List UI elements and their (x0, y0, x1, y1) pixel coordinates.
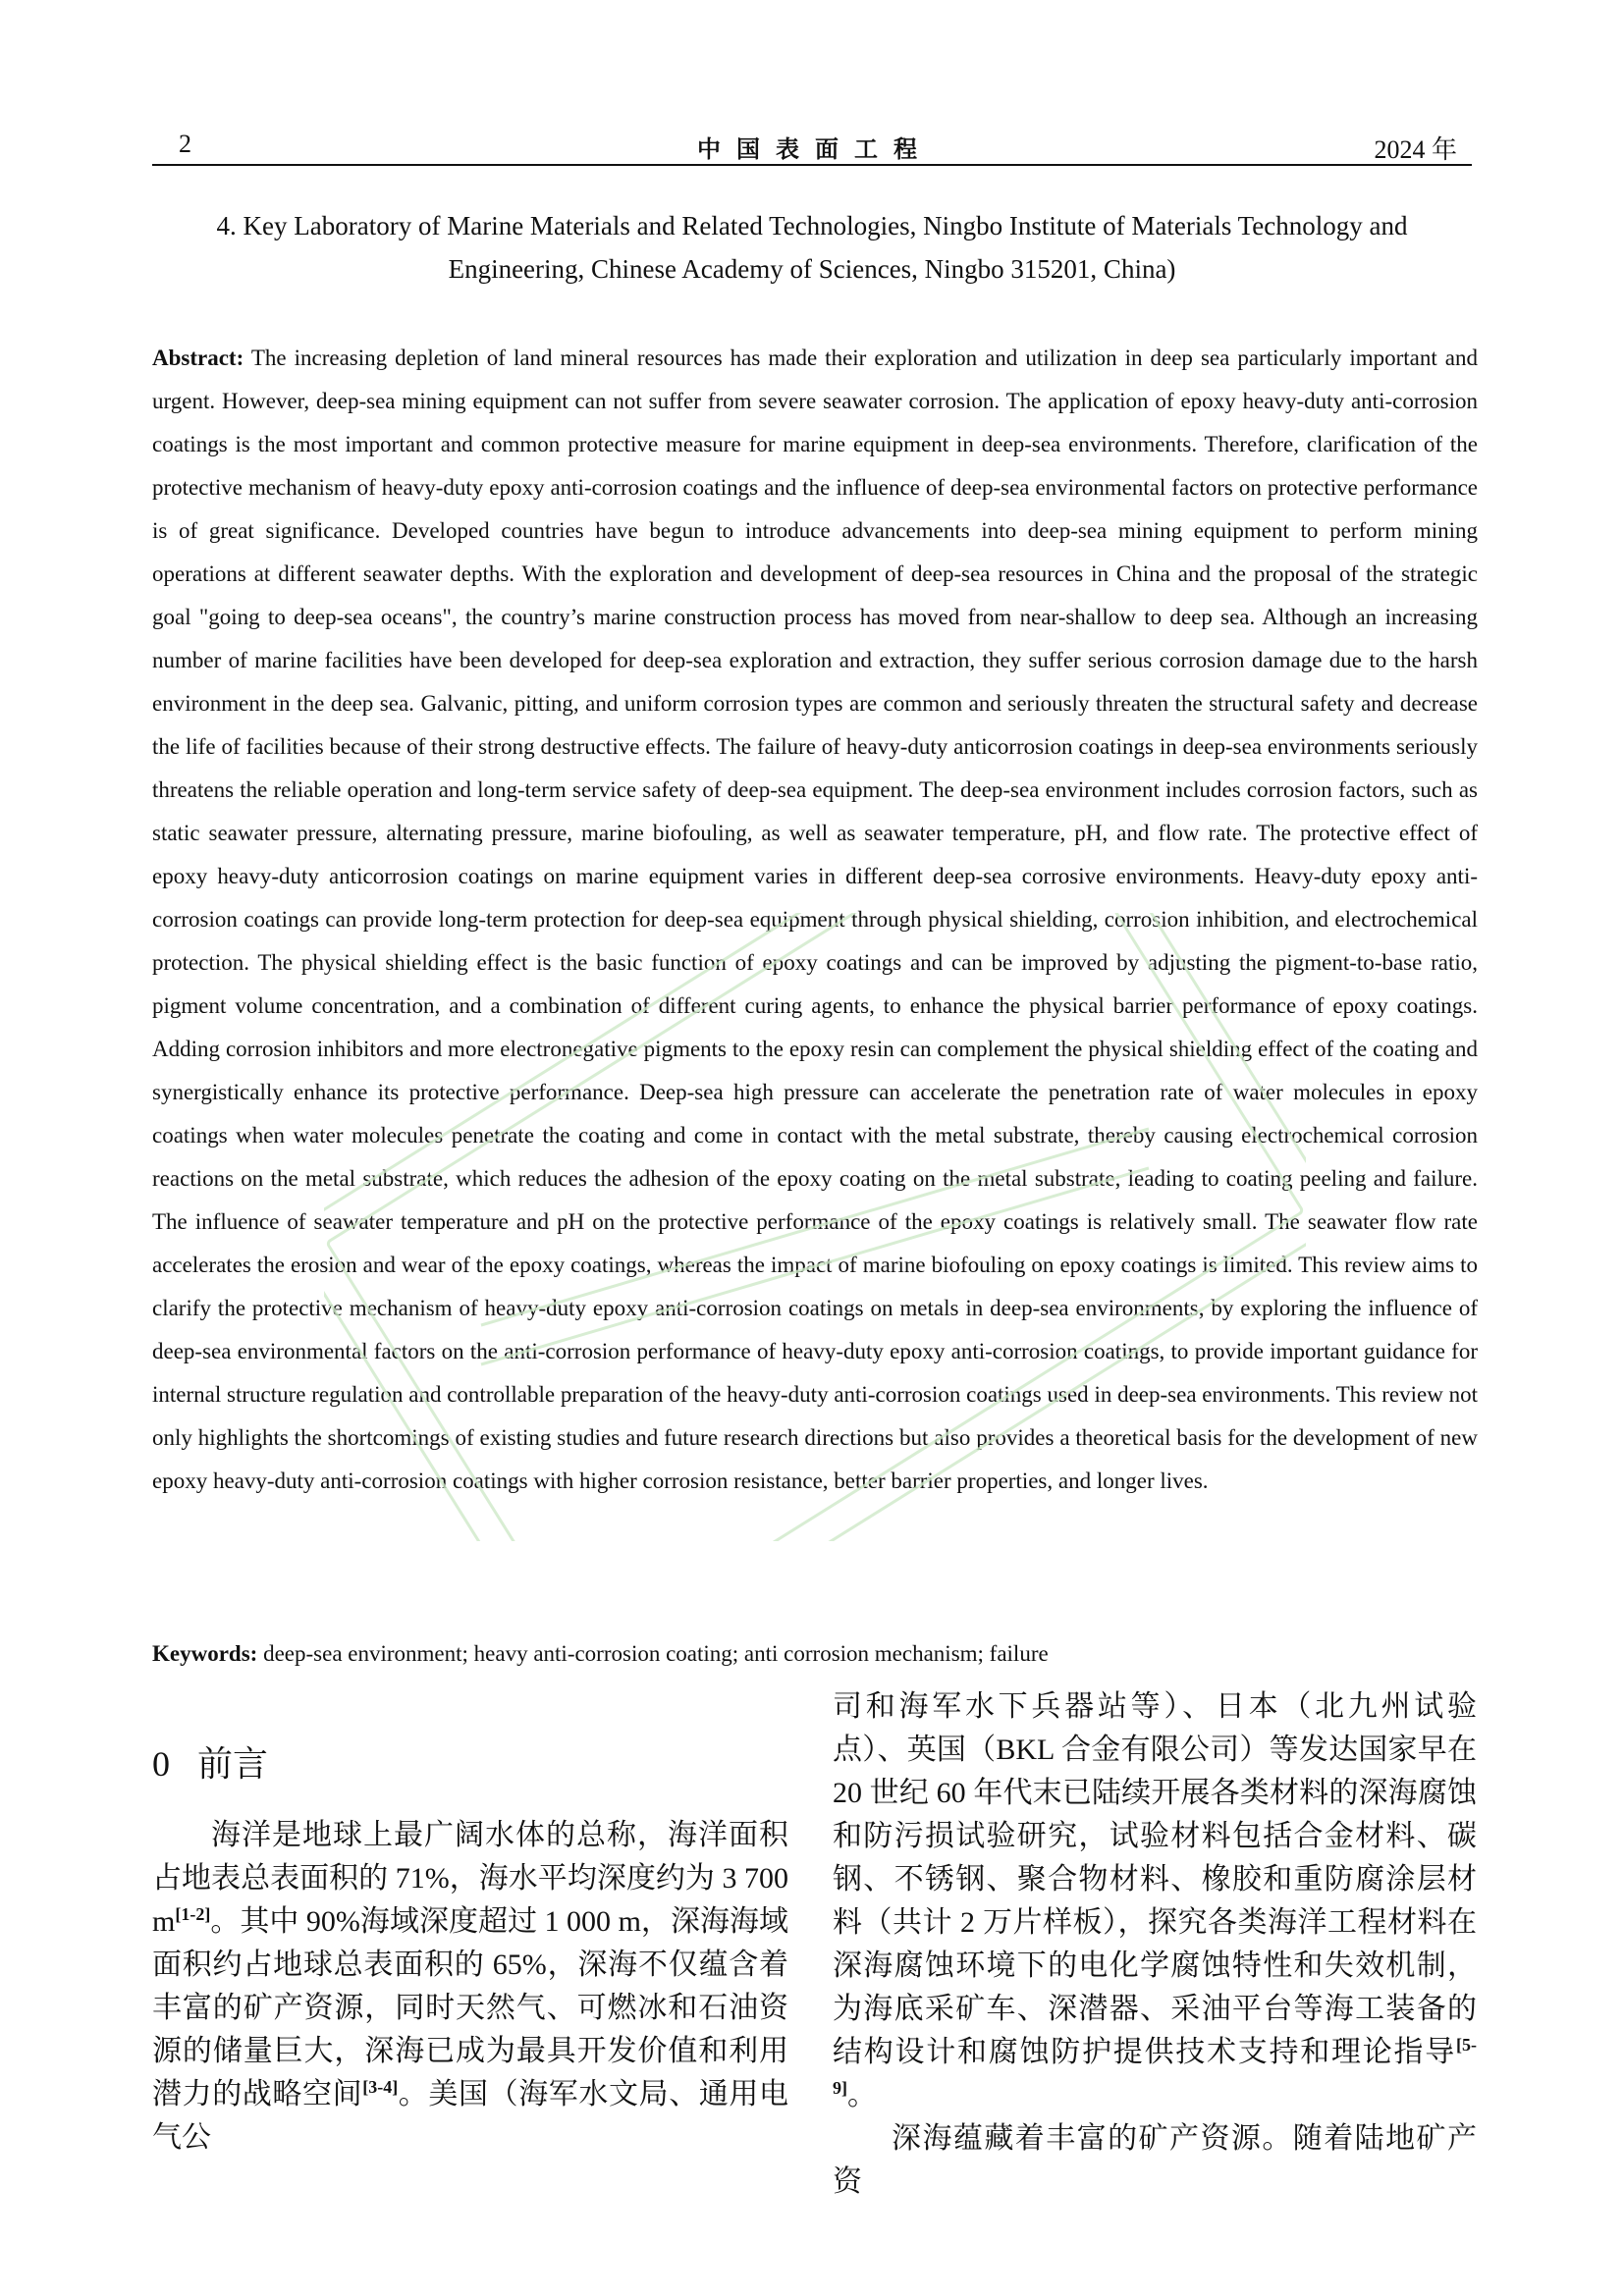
citation: [5-9] (833, 2035, 1477, 2098)
body-paragraph: 深海蕴藏着丰富的矿产资源。随着陆地矿产资 (833, 2122, 1477, 2198)
abstract-label: Abstract: (152, 346, 244, 370)
journal-name: 中国表面工程 (697, 137, 933, 163)
right-column (833, 1685, 1477, 2204)
paragraph-text: 。其中 90%海域深度超过 1 000 m，深海海域面积约占地球总表面积的 65%，深海不仅蕴含着丰富的矿产资源，同时天然气、可燃冰和石油资源的储量巨大，深海已成为最具开发价值和利用潜力的战略空间 (152, 1905, 788, 2110)
abstract-text: The increasing depletion of land mineral resources has made their exploration and utilization in deep sea particularly important and urgent. However, deep-sea mining equipment can not suffer from severe seawater corrosion. The application of epoxy heavy-duty anti-corrosion coatings is the most important and common protective measure for marine equipment in deep-sea environments. Therefore, clarification of the protective mechanism of heavy-duty epoxy anti-corrosion coatings and the influence of deep-sea environmental factors on protective performance is of great significance. Developed countries have begun to introduce advancements into deep-sea mining equipment to perform mining operations at different seawater depths. With the exploration and development of deep-sea resources in China and the proposal of the strategic goal "going to deep-sea oceans", the country’s marine construction process has moved from near-shallow to deep sea. Although an increasing number of marine facilities have been developed for deep-sea exploration and extraction, they suffer serious corrosion damage due to the harsh environment in the deep sea. Galvanic, pitting, and uniform corrosion types are common and seriously threaten the structural safety and decrease the life of facilities because of their strong destructive effects. The failure of heavy-duty anticorrosion coatings in deep-sea environments seriously threatens the reliable operation and long-term service safety of deep-sea equipment. The deep-sea environment includes corrosion factors, such as static seawater pressure, alternating pressure, marine biofouling, as well as seawater temperature, pH, and flow rate. The protective effect of epoxy heavy-duty anticorrosion coatings on marine equipment varies in different deep-sea corrosive environments. Heavy-duty epoxy anti-corrosion coatings can provide long-term protection for deep-sea equipment through physical shielding, corrosion inhibition, and electrochemical protection. The physical shielding effect is the basic function of epoxy coatings and can be improved by adjusting the pigment-to-base ratio, pigment volume concentration, and a combination of different curing agents, to enhance the physical barrier performance of epoxy coatings. Adding corrosion inhibitors and more electronegative pigments to the epoxy resin can complement the physical shielding effect of the coating and synergistically enhance its protective performance. Deep-sea high pressure can accelerate the penetration rate of water molecules in epoxy coatings when water molecules penetrate the coating and come in contact with the metal substrate, thereby causing electrochemical corrosion reactions on the metal substrate, which reduces the adhesion of the epoxy coating on the metal substrate, leading to coating peeling and failure. The influence of seawater temperature and pH on the protective performance of the epoxy coatings is relatively small. The seawater flow rate accelerates the erosion and wear of the epoxy coatings, whereas the impact of marine biofouling on epoxy coatings is limited. This review aims to clarify the protective mechanism of heavy-duty epoxy anti-corrosion coatings on metals in deep-sea environments, by exploring the influence of deep-sea environmental factors on the anti-corrosion performance of heavy-duty epoxy anti-corrosion coatings, to provide important guidance for internal structure regulation and controllable preparation of the heavy-duty anti-corrosion coatings used in deep-sea environments. This review not only highlights the shortcomings of existing studies and future research directions but also provides a theoretical basis for the development of new epoxy heavy-duty anti-corrosion coatings with higher corrosion resistance, better barrier properties, and longer lives. (152, 346, 1478, 1493)
section-heading (152, 1742, 788, 1787)
paragraph-text: 。 (847, 2079, 877, 2111)
body-paragraph-continued (833, 1685, 1477, 2117)
section-title: 前言 (197, 1744, 269, 1785)
keywords (152, 1632, 1478, 1676)
left-column (152, 1685, 788, 2160)
page-number: 2 (179, 130, 191, 158)
author-affiliation: 4. Key Laboratory of Marine Materials and Related Technologies, Ningbo Institute of Materials Technology and Engineering, Chinese Academy of Sciences, Ningbo 315201, China) (216, 211, 1408, 284)
citation: [1-2] (175, 1904, 211, 1924)
paragraph-text: 司和海军水下兵器站等）、日本（北九州试验点）、英国（BKL 合金有限公司）等发达国家早在 20 世纪 60 年代末已陆续开展各类材料的深海腐蚀和防污损试验研究，试验材料包括合金材料、碳钢、不锈钢、聚合物材料、橡胶和重防腐涂层材料（共计 2 万片样板），探究各类海洋工程材料在深海腐蚀环境下的电化学腐蚀特性和失效机制，为海底采矿车、深潜器、采油平台等海工装备的结构设计和腐蚀防护提供技术支持和理论指导 (833, 1690, 1477, 2068)
section-number: 0 (152, 1744, 170, 1784)
citation: [3-4] (362, 2077, 399, 2097)
body-paragraph (152, 1814, 788, 2160)
abstract (152, 337, 1478, 1503)
paragraph-text: 。美国（海军水文局、通用电气公 (152, 2078, 789, 2154)
header-rule (152, 164, 1472, 166)
publication-year: 2024 年 (1374, 135, 1457, 164)
keywords-label: Keywords: (152, 1641, 258, 1666)
paragraph-text: 海洋是地球上最广阔水体的总称，海洋面积占地表总表面积的 71%，海水平均深度约为 3 700 m (152, 1819, 788, 1938)
keywords-text: deep-sea environment; heavy anti-corrosion coating; anti corrosion mechanism; failure (263, 1641, 1049, 1666)
